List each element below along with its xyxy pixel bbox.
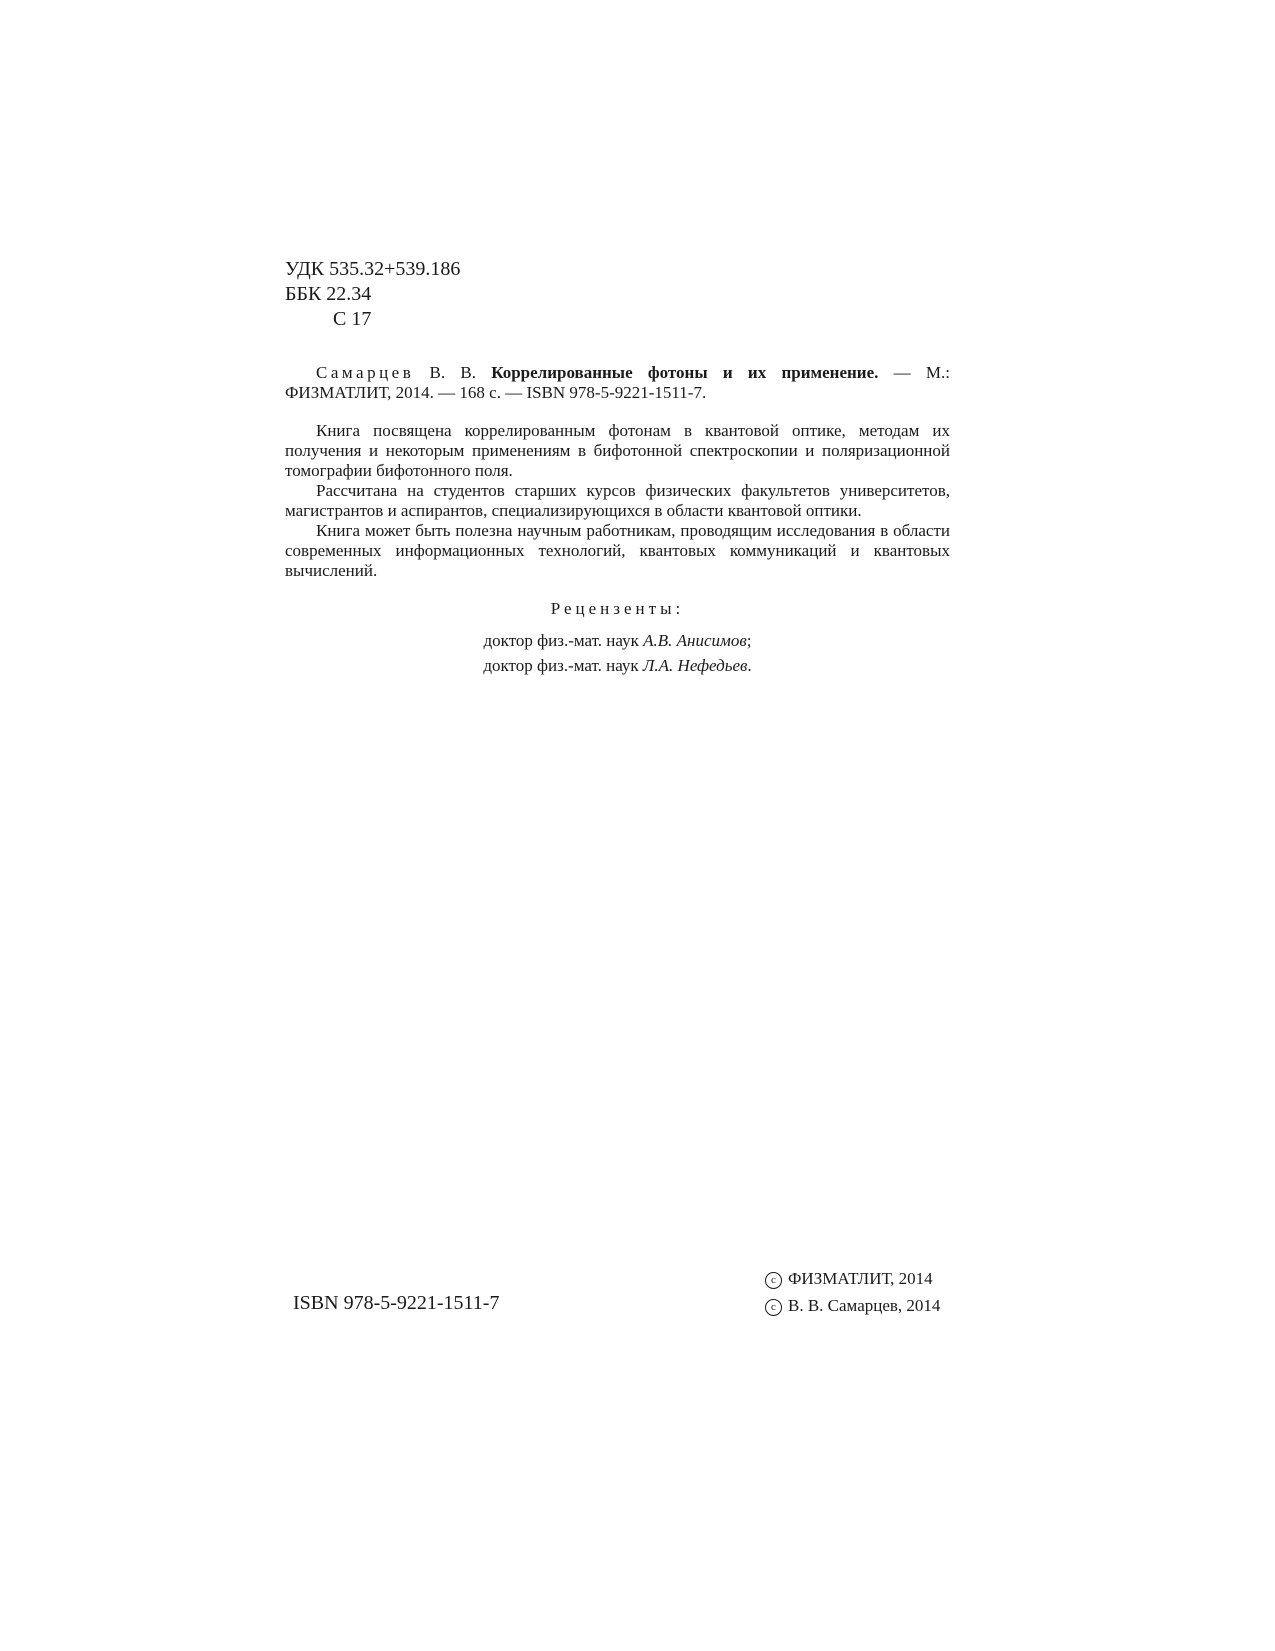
title-dash: —: [893, 363, 911, 382]
annotation-paragraph: Книга посвящена коррелированным фотонам в квантовой оптике, методам их получения и некоторым применениям в бифотонной спектроскопии и поляризационной томографии бифотонного поля.: [285, 421, 950, 480]
copyright-icon: c: [765, 1299, 782, 1316]
annotation-paragraph: Рассчитана на студентов старших курсов физических факультетов университетов, магистрантов и аспирантов, специализирующихся в области квантовой оптики.: [285, 481, 950, 520]
udk-code: УДК 535.32+539.186: [285, 258, 461, 280]
author-initials: В. В.: [429, 363, 476, 382]
reviewer-name: Л.А. Нефедьев: [642, 656, 748, 675]
book-title: Коррелированные фотоны и их применение.: [491, 363, 879, 382]
classification-codes: [285, 257, 460, 332]
copyright-holder: В. В. Самарцев, 2014: [788, 1296, 941, 1315]
bibliographic-record: [285, 363, 950, 403]
copyright-line: [765, 1265, 940, 1292]
annotation-paragraph: Книга может быть полезна научным работникам, проводящим исследования в области современных информационных технологий, квантовых коммуникаций и квантовых вычислений.: [285, 521, 950, 580]
reviewer-name: А.В. Анисимов: [643, 631, 747, 650]
main-text-block: [285, 363, 950, 676]
author-mark: С 17: [333, 308, 372, 330]
copyright-icon: c: [765, 1272, 782, 1289]
reviewers-list: [285, 631, 950, 676]
copyright-holder: ФИЗМАТЛИТ, 2014: [788, 1269, 933, 1288]
reviewer-line: [285, 631, 950, 651]
reviewer-line: [285, 656, 950, 676]
reviewer-degree: доктор физ.-мат. наук: [483, 631, 639, 650]
reviewer-degree: доктор физ.-мат. наук: [483, 656, 639, 675]
isbn-number: ISBN 978-5-9221-1511-7: [293, 1292, 500, 1314]
copyright-line: [765, 1292, 940, 1319]
bbk-code: ББК 22.34: [285, 283, 372, 305]
reviewer-punct: ;: [746, 631, 752, 650]
author-surname: Самарцев: [316, 363, 415, 382]
reviewer-punct: .: [747, 656, 752, 675]
copyright-notices: [765, 1265, 940, 1319]
publication-info: М.: ФИЗМАТЛИТ, 2014. — 168 с. — ISBN 978-5-9221-1511-7.: [285, 363, 951, 402]
reviewers-heading: Рецензенты:: [550, 599, 685, 618]
